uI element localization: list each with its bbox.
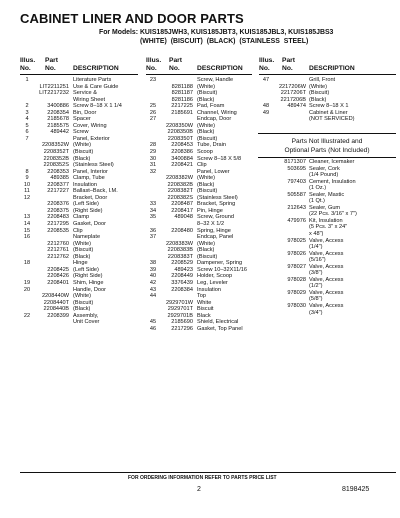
illus-number: 2 [25,103,29,110]
part-number: 2208535 [47,227,69,234]
part-description: (22 Pcs. 3/16" x 7") [309,211,357,218]
part-description: Valve, Access [309,276,344,283]
illus-number: 12 [23,194,31,201]
part-description: (White) [197,240,216,247]
part-number: 479976 [287,217,306,224]
part-number: 2929701W [165,299,193,306]
part-number: 3400886 [47,103,69,110]
part-number: 2212761 [47,247,69,254]
part-row [259,310,396,317]
part-description: Cleaner, Icemaker [309,159,355,165]
illus-number: 33 [149,201,157,208]
part-description: (White) [197,175,216,182]
illus-header: Illus. No. [146,57,162,72]
part-description: Screw, Ground [197,214,234,221]
part-description: (Black) [197,96,215,103]
parts-list [146,75,252,332]
part-description: White [197,299,212,306]
illus-number: 38 [149,260,157,267]
part-description: Assembly, [73,312,99,319]
part-description: Holder, Scoop [197,273,233,280]
part-number: 978025 [287,237,306,244]
page-title: CABINET LINER AND DOOR PARTS [20,11,244,26]
column-header [146,55,252,75]
part-number: 503695 [287,165,306,172]
illus-number: 4 [25,116,29,123]
illus-number: 22 [23,312,31,319]
illus-number: 35 [149,214,157,221]
part-description: Clip [197,162,207,169]
part-number: 212643 [287,204,306,211]
part-number: 2208383W [165,240,193,247]
part-description: (Stainless Steel) [73,162,114,169]
part-description: (Black) [197,247,215,254]
optional-parts-list [259,157,396,316]
part-number: 2208399 [47,312,69,319]
column-header [20,55,138,75]
part-description: Biscuit [197,306,214,313]
part-description: Nameplate [73,234,101,241]
part-number: 2185575 [47,122,69,129]
part-description: Service & [73,90,97,97]
part-number: 2208352T [43,149,69,156]
part-description: (Biscuit) [73,299,94,306]
part-description: Ballast–Back, I.M. [73,188,118,195]
document-number: 8198425 [342,486,370,493]
part-description: (1/2") [309,283,323,290]
illus-number: 26 [149,109,157,116]
part-description: Screw, Handle [197,77,234,83]
part-number: 2208483 [47,214,69,221]
part-description: Clamp, Tube [73,175,105,182]
part-number: 2217227 [47,188,69,195]
ordering-note: FOR ORDERING INFORMATION REFER TO PARTS PRICE LIST [128,475,277,481]
part-number: 2208352S [43,162,69,169]
part-description: Panel, Lower [197,168,230,175]
illus-number: 16 [23,234,31,241]
part-description: Bracket, Spring [197,201,236,208]
part-number: 2208352W [41,142,69,149]
part-description: Gasket, Top Panel [197,325,243,332]
illus-number: 3 [25,109,29,116]
part-description: Cabinet & Liner [309,109,348,116]
part-description: (Black) [309,96,327,103]
part-description: (White) [73,240,92,247]
illus-number: 43 [149,286,157,293]
part-description: Hinge [73,260,88,267]
part-description: Pad, Foam [197,103,225,110]
part-number: 2212760 [47,240,69,247]
part-description: (White) [197,83,216,90]
part-description: Bin, Door [73,109,97,116]
part-description: (Black) [197,181,215,188]
part-description: Handle, Door [73,286,106,293]
part-row [146,326,252,333]
part-description: (Left Side) [73,266,99,273]
part-number: 2208480 [171,227,193,234]
part-description: Panel, Exterior [73,135,110,142]
part-number: 2217206B [280,96,306,103]
part-description: Shim, Hinge [73,279,104,286]
part-description: (3/4") [309,309,323,316]
parts-list [259,75,396,123]
part-description: x 48") [309,231,324,238]
illus-number: 28 [149,142,157,149]
optional-parts-heading-line-2: Optional Parts (Not Included) [284,147,370,154]
part-description: (Black) [73,155,91,162]
illus-number: 15 [23,227,31,234]
part-number: LIT2217232 [39,90,69,97]
part-number: 3400884 [171,155,193,162]
illus-number: 32 [149,168,157,175]
part-description: Screw [73,129,89,136]
part-no-header: Part No. [169,57,183,72]
part-number: 2208354 [47,109,69,116]
part-number: 2208421 [171,162,193,169]
part-number: 2208440T [43,299,69,306]
part-number: 2208426 [47,273,69,280]
part-description: Screw 8–18 X 1 [309,103,349,110]
part-description: (1 Oz.) [309,185,327,192]
part-description: Valve, Access [309,250,344,257]
illus-number: 48 [262,103,270,110]
illus-number: 5 [25,122,29,129]
part-description: Kit, Insulation [309,217,343,224]
part-number: 2217295 [47,221,69,228]
part-description: Endcap, Door [197,116,232,123]
illus-number: 30 [149,155,157,162]
part-description: (Biscuit) [197,135,218,142]
part-description: Spacer [73,116,91,123]
part-number: 978026 [287,250,306,257]
part-description: (Right Side) [73,273,103,280]
part-number: 2208487 [171,201,193,208]
part-description: Use & Care Guide [73,83,119,90]
illus-number: 42 [149,279,157,286]
part-number: 978028 [287,276,306,283]
part-description: Unit Cover [73,319,100,326]
part-description: (Black) [73,253,91,260]
part-number: 489048 [174,214,193,221]
part-description: (1/4") [309,244,323,251]
part-description: (Black) [73,306,91,313]
parts-column-2 [146,55,252,332]
part-number: 489442 [50,129,69,136]
part-description: Panel, Interior [73,168,108,175]
part-description: Cement, Insulation [309,178,356,185]
part-description: Dampener, Spring [197,260,243,267]
optional-parts-heading-line-1: Parts Not Illustrated and [291,138,363,145]
part-number: LIT2211251 [39,83,69,90]
illus-number: 11 [24,188,30,195]
optional-parts-heading [258,133,396,158]
part-description: Shield, Electrical [197,319,239,326]
part-number: 2217206T [280,90,306,97]
part-number: 2208383T [167,253,193,260]
part-description: (Left Side) [73,201,99,208]
part-number: 2208401 [47,279,69,286]
part-description: (White) [197,122,216,129]
model-list: For Models: KUIS185JWH3, KUIS185JBT3, KUIS185JBL3, KUIS185JBS3 [99,29,334,36]
illus-number: 46 [149,325,157,332]
part-description: (1 Qt.) [309,198,325,205]
part-description: Clamp [73,214,90,221]
part-number: 797403 [287,178,306,185]
footer-divider [20,472,396,473]
illus-number: 10 [23,181,31,188]
part-description: (White) [309,83,328,90]
part-description: Gasket, Door [73,221,106,228]
part-description: Insulation [197,286,221,293]
part-number: 2208353 [47,168,69,175]
illus-number: 34 [149,207,157,214]
part-description: (5/8") [309,296,323,303]
part-number: 2208440B [43,306,69,313]
illus-header: Illus. No. [259,57,275,72]
part-description: Valve, Access [309,263,344,270]
optional-parts-column [259,157,396,316]
part-number: 2929701B [167,312,193,319]
illus-number: 23 [149,77,157,83]
part-number: 2208449 [171,273,193,280]
part-number: 2208376 [47,201,69,208]
illus-number: 45 [149,319,157,326]
part-description: Top [197,293,207,300]
description-header: DESCRIPTION [309,65,355,72]
column-header [259,55,396,75]
part-number: 489474 [287,103,306,110]
part-description: Bracket, Door [73,194,108,201]
part-description: Channel, Wiring [197,109,237,116]
part-number: 2208352B [43,155,69,162]
part-number: 2208440W [41,293,69,300]
part-number: 489385 [50,175,69,182]
part-description: (Stainless Steel) [197,194,238,201]
illus-number: 1 [25,77,29,83]
part-description: Wiring Sheet [73,96,106,103]
part-description: (5/16") [309,257,326,264]
part-number: 2208350T [167,135,193,142]
part-description: (5 Pcs. 3" x 24" [309,224,348,231]
part-number: 2185678 [47,116,69,123]
part-no-header: Part No. [45,57,59,72]
illus-number: 7 [25,135,29,142]
part-number: 2208529 [171,260,193,267]
part-number: 978029 [287,289,306,296]
illus-number: 44 [149,293,157,300]
illus-number: 20 [23,286,31,293]
illus-number: 29 [149,149,157,156]
description-header: DESCRIPTION [197,65,243,72]
part-description: Spring, Hinge [197,227,231,234]
part-number: 2208350W [165,122,193,129]
part-description: (Black) [197,129,215,136]
part-number: 8171307 [284,159,306,165]
illus-number: 13 [23,214,31,221]
part-description: Valve, Access [309,237,344,244]
part-description: Leg, Leveler [197,279,228,286]
part-number: 8281188 [171,83,193,90]
part-description: 8–32 X 1/2 [197,221,225,228]
part-description: Black [197,312,211,319]
part-description: Screw 8–18 X 5/8 [197,155,242,162]
part-number: 2212762 [47,253,69,260]
part-number: 3376439 [171,279,193,286]
part-number: 2208382T [167,188,193,195]
parts-column-1 [20,55,138,326]
part-description: (3/8") [309,270,323,277]
part-description: (NOT SERVICED) [309,116,355,123]
part-description: Grill, Front [309,77,336,83]
illus-number: 40 [149,273,157,280]
parts-column-3 [259,55,396,123]
illus-number: 18 [23,260,31,267]
part-number: 2217296 [171,325,193,332]
part-description: Sealer, Gum [309,204,341,211]
part-description: Endcap, Panel [197,234,234,241]
part-number: 2208375 [47,207,69,214]
parts-list [20,75,138,326]
part-number: 2208425 [47,266,69,273]
illus-number: 19 [23,279,31,286]
part-number: 2185691 [171,109,193,116]
part-description: Tube, Drain [197,142,227,149]
illus-number: 8 [25,168,29,175]
illus-number: 49 [262,109,270,116]
part-number: 2185690 [171,319,193,326]
part-description: (Right Side) [73,207,103,214]
part-number: 2208383B [167,247,193,254]
part-description: Cover, Wiring [73,122,107,129]
illus-number: 36 [149,227,157,234]
part-number: 2208382B [167,181,193,188]
part-description: (Biscuit) [197,253,218,260]
part-number: 2208382W [165,175,193,182]
part-number: 8281187 [171,90,193,97]
part-description: (1/4 Pound) [309,172,339,179]
part-number: 2208453 [171,142,193,149]
part-description: Scoop [197,149,213,156]
part-number: 2208386 [171,149,193,156]
part-description: Sealer, Cork [309,165,340,172]
illus-number: 37 [149,234,157,241]
part-description: (Biscuit) [309,90,330,97]
part-description: (White) [73,293,92,300]
part-description: (Biscuit) [197,90,218,97]
illus-number: 27 [149,116,157,123]
part-description: Clip [73,227,83,234]
part-number: 2217206W [278,83,306,90]
part-number: 978027 [287,263,306,270]
illus-number: 6 [25,129,29,136]
part-description: (Biscuit) [73,247,94,254]
part-description: Screw 8–18 X 1 1/4 [73,103,122,110]
description-header: DESCRIPTION [73,65,119,72]
part-number: 2208350B [167,129,193,136]
part-description: (Biscuit) [197,188,218,195]
part-description: (White) [73,142,92,149]
part-description: Screw 10–32X11/16 [197,266,247,273]
part-description: Valve, Access [309,303,344,310]
part-number: 2217225 [171,103,193,110]
illus-number: 39 [149,266,157,273]
part-number: 2208384 [171,286,193,293]
page-number: 2 [197,486,201,493]
part-row [259,116,396,123]
part-number: 505587 [287,191,306,198]
part-number: 8281186 [171,96,193,103]
part-row [20,319,138,326]
part-description: Sealer, Mastic [309,191,345,198]
illus-number: 9 [25,175,29,182]
part-number: 2929701T [167,306,193,313]
part-number: 2208382S [167,194,193,201]
part-no-header: Part No. [282,57,296,72]
part-description: Insulation [73,181,97,188]
color-variants: (WHITE) (BISCUIT) (BLACK) (STAINLESS STEEL) [140,38,309,45]
part-description: Pin, Hinge [197,207,223,214]
illus-number: 25 [149,103,157,110]
part-description: (Biscuit) [73,149,94,156]
part-number: 489423 [174,266,193,273]
illus-number: 31 [149,162,157,169]
part-number: 2208377 [47,181,69,188]
part-description: Valve, Access [309,289,344,296]
illus-number: 14 [23,221,31,228]
illus-header: Illus. No. [20,57,36,72]
part-number: 2208417 [171,207,193,214]
illus-number: 47 [262,77,270,83]
part-description: Literature Parts [73,77,112,83]
part-number: 978030 [287,303,306,310]
